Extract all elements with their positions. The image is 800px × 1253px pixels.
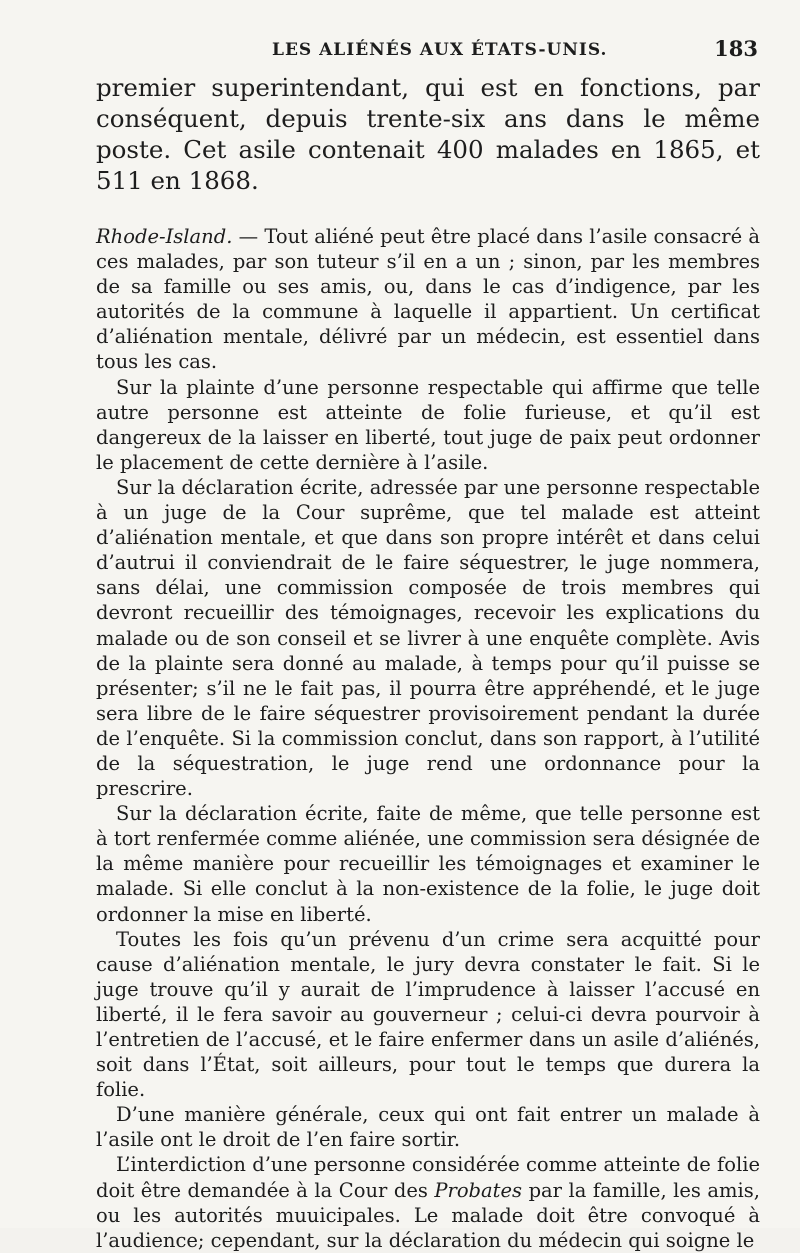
paragraph-complaint: Sur la plainte d’une personne respectable qui affirme que telle autre personne est atteinte de folie furieuse, et qu’il est dangereux de la laisser en liberté, tout juge de paix peut ordonner le placement de cette dernière à l’asile.: [96, 375, 760, 474]
probates-term: Probates: [434, 1178, 523, 1202]
paragraph-acquittal: Toutes les fois qu’un prévenu d’un crime sera acquitté pour cause d’aliénation mentale, le jury devra constater le fait. Si le juge trouve qu’il y aurait de l’imprudence à laisser l’accusé en liberté, il le fera savoir au gouverneur ; celui-ci devra pourvoir à l’entretien de l’accusé, et le faire enfermer dans un asile d’aliénés, soit dans l’État, soit ailleurs, pour tout le temps que durera la folie.: [96, 927, 760, 1102]
paragraph-supreme-court: Sur la déclaration écrite, adressée par une personne respectable à un juge de la Cour suprême, que tel malade est atteint d’aliénation mentale, et que dans son propre intérêt et dans celui d’autrui il conviendrait de le faire séquestrer, le juge nommera, sans délai, une commission composée de trois membres qui devront recueillir des témoignages, recevoir les explications du malade ou de son conseil et se livrer à une enquête complète. Avis de la plainte sera donné au malade, à temps pour qu’il puisse se présenter; s’il ne le fait pas, il pourra être appréhendé, et le juge sera libre de le faire séquestrer provisoirement pendant la durée de l’enquête. Si la commission conclut, dans son rapport, à l’utilité de la séquestration, le juge rend une ordonnance pour la prescrire.: [96, 475, 760, 801]
paragraph-interdiction: [96, 1152, 760, 1252]
paragraph-text: L’interdiction d’une personne considérée comme atteinte de folie doit être demandée à la Cour des: [96, 1153, 760, 1202]
lead-paragraph: premier superintendant, qui est en fonctions, par conséquent, depuis trente-six ans dans le même poste. Cet asile contenait 400 malades en 1865, et 511 en 1868.: [96, 73, 760, 195]
page-header: [96, 0, 760, 72]
place-heading: Rhode-Island.: [96, 225, 233, 248]
paragraph-rhode-island: [96, 224, 760, 375]
page-number: 183: [714, 36, 758, 61]
paragraph-release: D’une manière générale, ceux qui ont fait entrer un malade à l’asile ont le droit de l’en faire sortir.: [96, 1103, 760, 1152]
paragraph-wrongful-confinement: Sur la déclaration écrite, faite de même, que telle personne est à tort renfermée comme aliénée, une commission sera désignée de la même manière pour recueillir les témoignages et examiner le malade. Si elle conclut à la non-existence de la folie, le juge doit ordonner la mise en liberté.: [96, 802, 760, 926]
running-head: LES ALIÉNÉS AUX ÉTATS-UNIS.: [272, 40, 608, 60]
paragraph-text: par la famille, les amis, ou les autorités muuicipales. Le malade doit être convoqué à l’audience; cependant, sur la déclaration du médecin qui soigne le: [96, 1178, 760, 1252]
paragraph-text: — Tout aliéné peut être placé dans l’asile consacré à ces malades, par son tuteur s’il en a un ; sinon, par les membres de sa famille ou ses amis, ou, dans le cas d’indigence, par les autorités de la commune à laquelle il appartient. Un certificat d’aliénation mentale, délivré par un médecin, est essentiel dans tous les cas.: [96, 225, 760, 374]
